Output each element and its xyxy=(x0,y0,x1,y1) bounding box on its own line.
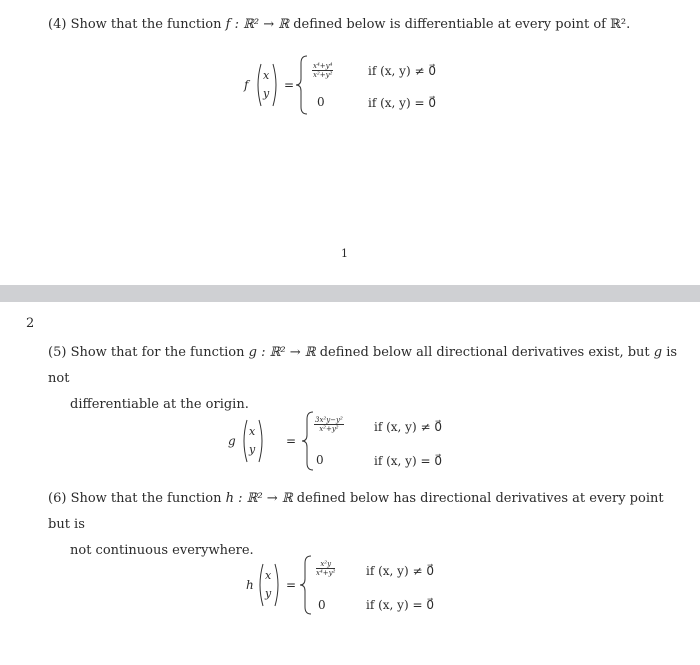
brace-icon xyxy=(294,55,308,115)
fraction: $\frac{\text{x⁴+y⁴}}{\text{x²+y²}}$ xyxy=(313,62,333,79)
equation-f: f x y = $\frac{\text{x⁴+y⁴}}{\text{x²+y²}}$ 0 if (x, y) ≠ 0⃗ if (x, y) = 0⃗ xyxy=(244,52,464,122)
equals-sign: = xyxy=(284,78,295,92)
equation-h: h x y = $\frac{\text{x²y}}{\text{x⁴+y²}}$ 0 if (x, y) ≠ 0⃗ if (x, y) = 0⃗ xyxy=(246,554,466,624)
vector-xy: x y xyxy=(254,62,280,108)
brace-icon xyxy=(300,411,314,471)
equals-sign: = xyxy=(286,578,297,592)
page-1 xyxy=(0,0,700,285)
vector-xy: x y xyxy=(256,562,282,608)
brace-icon xyxy=(298,555,312,615)
fraction: $\frac{\text{x²y}}{\text{x⁴+y²}}$ xyxy=(316,560,336,577)
page-2 xyxy=(0,302,700,665)
vector-xy: x y xyxy=(240,418,266,464)
condition-zero: if (x, y) = 0⃗ xyxy=(366,598,434,612)
condition-zero: if (x, y) = 0⃗ xyxy=(368,96,436,110)
condition-nonzero: if (x, y) ≠ 0⃗ xyxy=(366,564,434,578)
problem-6-statement: (6) Show that the function h : ℝ² → ℝ defined below has directional derivatives at every point but is not continuous everywhere. xyxy=(48,491,664,558)
side-page-number: 2 xyxy=(26,316,35,331)
page-divider xyxy=(0,285,700,302)
function-name: h xyxy=(246,578,254,592)
condition-zero: if (x, y) = 0⃗ xyxy=(374,454,442,468)
function-name: g xyxy=(228,434,236,448)
problem-4-statement: (4) Show that the function f : ℝ² → ℝ defined below is differentiable at every point of ℝ². xyxy=(48,17,631,32)
fraction: $\frac{\text{3x²y−y²}}{\text{x²+y²}}$ xyxy=(315,416,343,433)
page-number: 1 xyxy=(341,247,348,260)
condition-nonzero: if (x, y) ≠ 0⃗ xyxy=(374,420,442,434)
function-name: f xyxy=(244,78,249,92)
equals-sign: = xyxy=(286,434,297,448)
condition-nonzero: if (x, y) ≠ 0⃗ xyxy=(368,64,436,78)
problem-5-statement: (5) Show that for the function g : ℝ² → ℝ defined below all directional derivatives exist, but g is not differentiable at the origin. xyxy=(48,345,678,412)
equation-g: g x y = $\frac{\text{3x²y−y²}}{\text{x²+y²}}$ 0 if (x, y) ≠ 0⃗ if (x, y) = 0⃗ xyxy=(228,408,468,478)
